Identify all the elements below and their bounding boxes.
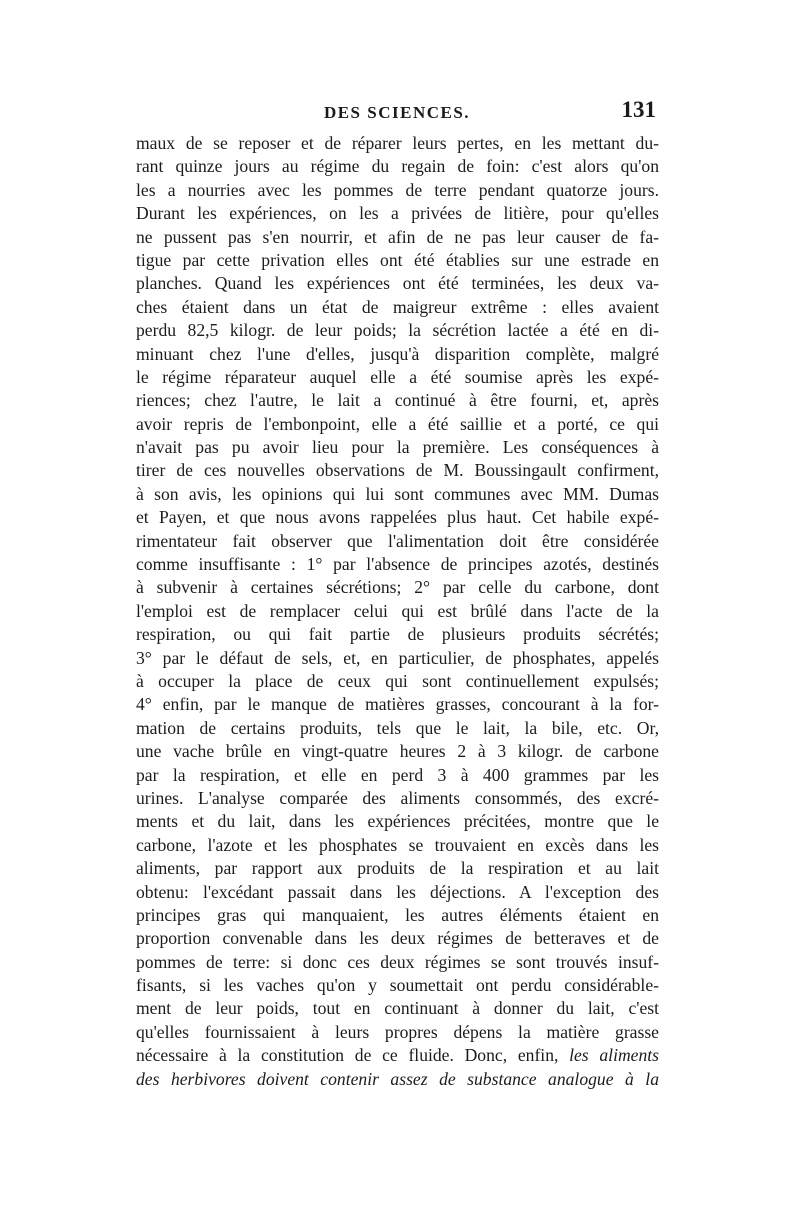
text-line: 3° par le défaut de sels, et, en particulier, de phosphates, appelés [136, 647, 659, 668]
running-head: DES SCIENCES. [323, 103, 471, 122]
text-line: respiration, ou qui fait partie de plusieurs produits sécrétés; [136, 624, 659, 645]
italic-segment: les aliments [569, 1045, 659, 1066]
page-number: 131 [621, 97, 656, 122]
text-line: minuant chez l'une d'elles, jusqu'à disparition complète, malgré [136, 343, 659, 364]
text-line: ment de leur poids, tout en continuant à donner du lait, c'est [136, 998, 659, 1019]
text-line: fisants, si les vaches qu'on y soumettait ont perdu considérable- [136, 975, 659, 996]
text-line: rimentateur fait observer que l'alimentation doit être considérée [136, 530, 659, 551]
text-line: ches étaient dans un état de maigreur extrême : elles avaient [136, 296, 659, 317]
text-segment: nécessaire à la constitution de ce fluide. Donc, enfin, [136, 1045, 570, 1066]
text-line: proportion convenable dans les deux régimes de betteraves et de [136, 928, 659, 949]
text-line: n'avait pas pu avoir lieu pour la première. Les conséquences à [136, 437, 659, 458]
text-line: tirer de ces nouvelles observations de M. Boussingault confirment, [136, 460, 659, 481]
text-line: l'emploi est de remplacer celui qui est brûlé dans l'acte de la [136, 600, 659, 621]
text-line: à son avis, les opinions qui lui sont communes avec MM. Dumas [136, 483, 659, 504]
text-line: et Payen, et que nous avons rappelées plus haut. Cet habile expé- [136, 507, 659, 528]
text-line: 4° enfin, par le manque de matières grasses, concourant à la for- [136, 694, 659, 715]
text-line: avoir repris de l'embonpoint, elle a été saillie et a porté, ce qui [136, 413, 659, 434]
text-line: les a nourries avec les pommes de terre pendant quatorze jours. [136, 179, 659, 200]
text-line: à subvenir à certaines sécrétions; 2° par celle du carbone, dont [136, 577, 659, 598]
text-line: Durant les expériences, on les a privées de litière, pour qu'elles [136, 203, 659, 224]
text-line: aliments, par rapport aux produits de la respiration et au lait [136, 858, 659, 879]
text-line: carbone, l'azote et les phosphates se trouvaient en excès dans les [136, 834, 659, 855]
text-line: à occuper la place de ceux qui sont continuellement expulsés; [136, 670, 659, 691]
text-line: une vache brûle en vingt-quatre heures 2 à 3 kilogr. de carbone [136, 741, 659, 762]
text-line: rant quinze jours au régime du regain de foin: c'est alors qu'on [136, 156, 659, 177]
text-line: principes gras qui manquaient, les autres éléments étaient en [136, 904, 659, 925]
text-line: planches. Quand les expériences ont été terminées, les deux va- [136, 273, 659, 294]
text-line: mation de certains produits, tels que le lait, la bile, etc. Or, [136, 717, 659, 738]
text-line-mixed [136, 1044, 659, 1067]
text-line: maux de se reposer et de réparer leurs pertes, en les mettant du- [136, 133, 659, 153]
page-header [138, 97, 656, 127]
text-line: qu'elles fournissaient à leurs propres dépens la matière grasse [136, 1021, 659, 1042]
text-line: le régime réparateur auquel elle a été soumise après les expé- [136, 366, 659, 387]
text-line: tigue par cette privation elles ont été établies sur une estrade en [136, 249, 659, 270]
text-line: perdu 82,5 kilogr. de leur poids; la sécrétion lactée a été en di- [136, 320, 659, 341]
text-line-italic: des herbivores doivent contenir assez de substance analogue à la [136, 1068, 659, 1089]
text-line: obtenu: l'excédant passait dans les déjections. A l'exception des [136, 881, 659, 902]
text-line: par la respiration, et elle en perd 3 à 400 grammes par les [136, 764, 659, 785]
text-line: riences; chez l'autre, le lait a continué à être fourni, et, après [136, 390, 659, 411]
body-text [136, 132, 659, 1091]
text-line: comme insuffisante : 1° par l'absence de principes azotés, destinés [136, 554, 659, 575]
text-line: ne pussent pas s'en nourrir, et afin de ne pas leur causer de fa- [136, 226, 659, 247]
text-line: ments et du lait, dans les expériences précitées, montre que le [136, 811, 659, 832]
text-line: pommes de terre: si donc ces deux régimes se sont trouvés insuf- [136, 951, 659, 972]
text-line: urines. L'analyse comparée des aliments consommés, des excré- [136, 787, 659, 808]
